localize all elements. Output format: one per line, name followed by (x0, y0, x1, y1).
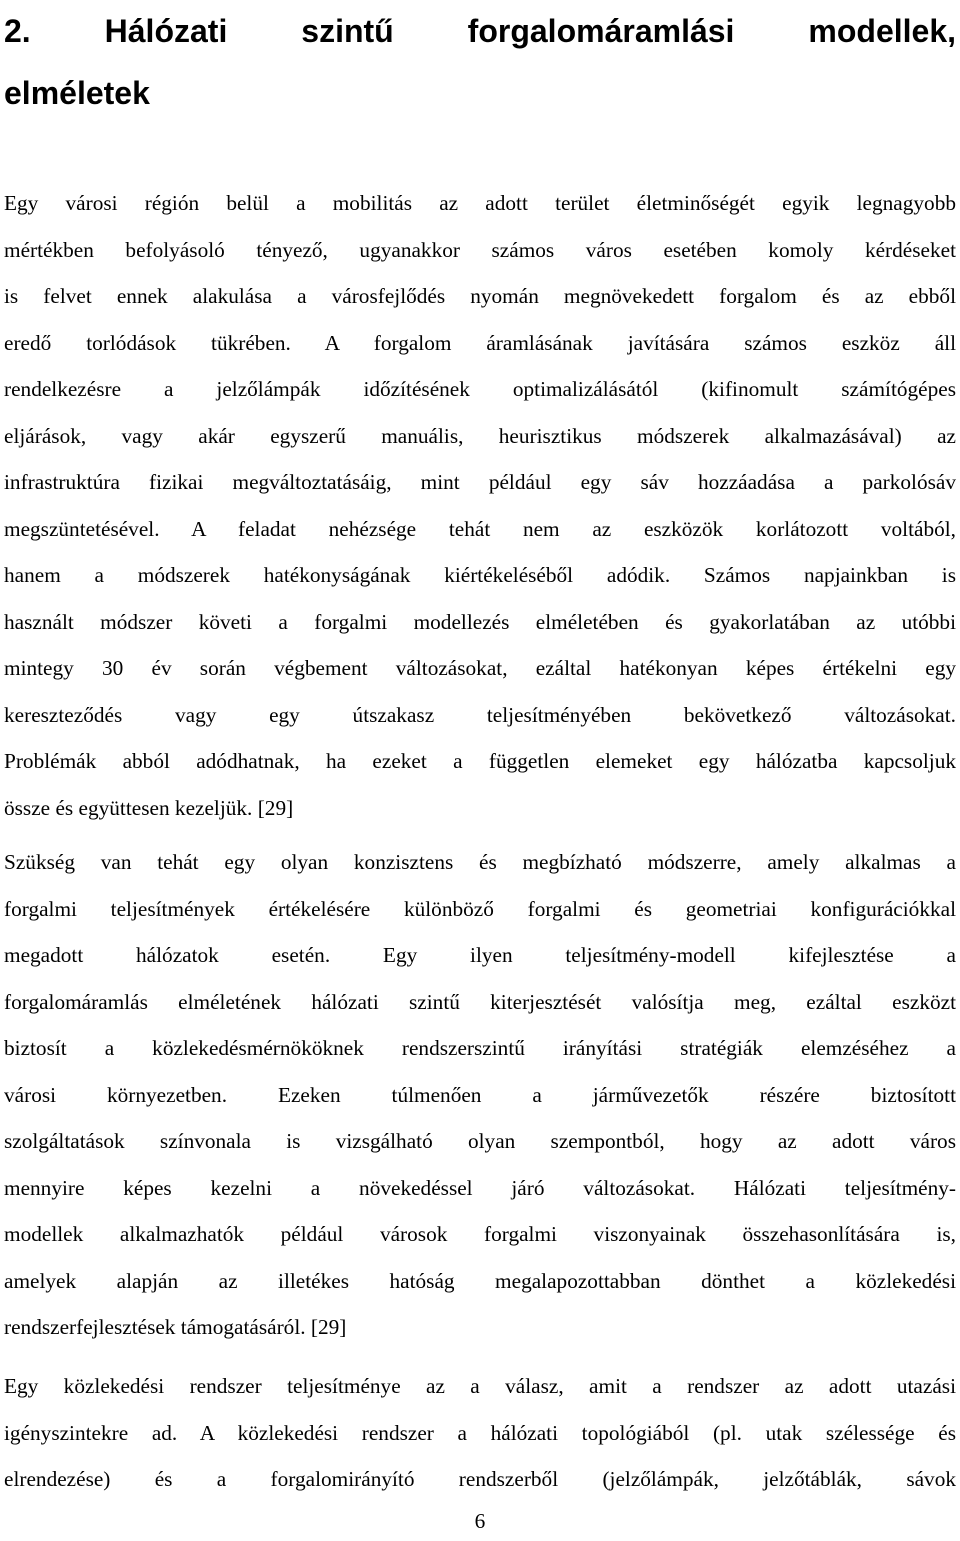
text-line: mennyire képes kezelni a növekedéssel járó változásokat. Hálózati teljesítmény- (4, 1175, 956, 1200)
text-line: mértékben befolyásoló tényező, ugyanakkor számos város esetében komoly kérdéseket (4, 237, 956, 262)
text-line: össze és együttesen kezeljük. [29] (4, 795, 294, 820)
text-line: elrendezése) és a forgalomirányító rendszerből (jelzőlámpák, jelzőtáblák, sávok (4, 1467, 956, 1491)
text-line: amelyek alapján az illetékes hatóság megalapozottabban dönthet a közlekedési (4, 1268, 956, 1293)
text-line: rendszerfejlesztések támogatásáról. [29] (4, 1315, 347, 1339)
heading-line: 2. Hálózati szintű forgalomáramlási modellek, (4, 13, 956, 49)
text-line: Problémák abból adódhatnak, ha ezeket a független elemeket egy hálózatba kapcsoljuk (4, 749, 956, 773)
text-line: mintegy 30 év során végbement változásokat, ezáltal hatékonyan képes értékelni egy (4, 656, 956, 680)
text-line: megszüntetésével. A feladat nehézsége tehát nem az eszközök korlátozott voltából, (4, 516, 956, 541)
paragraph (4, 839, 956, 1351)
text-line: biztosít a közlekedésmérnököknek rendszerszintű irányítási stratégiák elemzéséhez a (4, 1036, 956, 1060)
text-line: megadott hálózatok esetén. Egy ilyen teljesítmény-modell kifejlesztése a (4, 943, 956, 967)
text-line: forgalomáramlás elméletének hálózati szintű kiterjesztését valósítja meg, ezáltal eszközt (4, 989, 956, 1014)
section-heading (4, 0, 956, 124)
text-line: Egy közlekedési rendszer teljesítménye az a válasz, amit a rendszer az adott utazási (4, 1374, 956, 1398)
text-line: forgalmi teljesítmények értékelésére különböző forgalmi és geometriai konfigurációkkal (4, 896, 956, 921)
heading-line: elméletek (4, 75, 150, 111)
text-line: szolgáltatások színvonala is vizsgálható olyan szempontból, hogy az adott város (4, 1129, 956, 1153)
text-line: rendelkezésre a jelzőlámpák időzítésének optimalizálásától (kifinomult számítógépes (4, 377, 956, 401)
text-line: modellek alkalmazhatók például városok forgalmi viszonyainak összehasonlítására is, (4, 1222, 956, 1246)
page-number: 6 (474, 1509, 486, 1533)
text-line: igényszintekre ad. A közlekedési rendszer a hálózati topológiából (pl. utak szélessége és (4, 1420, 956, 1445)
text-line: Szükség van tehát egy olyan konzisztens és megbízható módszerre, amely alkalmas a (4, 850, 956, 874)
text-line: Egy városi régión belül a mobilitás az adott terület életminőségét egyik legnagyobb (4, 191, 956, 215)
text-line: eredő torlódások tükrében. A forgalom áramlásának javítására számos eszköz áll (4, 330, 956, 355)
text-line: eljárások, vagy akár egyszerű manuális, heurisztikus módszerek alkalmazásával) az (4, 423, 956, 448)
paragraph (4, 180, 956, 831)
text-line: városi környezetben. Ezeken túlmenően a járművezetők részére biztosított (4, 1082, 956, 1107)
text-line: használt módszer követi a forgalmi modellezés elméletében és gyakorlatában az utóbbi (4, 609, 956, 634)
text-line: hanem a módszerek hatékonyságának kiértékeléséből adódik. Számos napjainkban is (4, 563, 956, 587)
text-line: kereszteződés vagy egy útszakasz teljesítményében bekövetkező változásokat. (4, 702, 956, 727)
text-line: is felvet ennek alakulása a városfejlődés nyomán megnövekedett forgalom és az ebből (4, 284, 956, 308)
text-line: infrastruktúra fizikai megváltoztatásáig, mint például egy sáv hozzáadása a parkolósáv (4, 470, 956, 494)
paragraph (4, 1363, 956, 1503)
